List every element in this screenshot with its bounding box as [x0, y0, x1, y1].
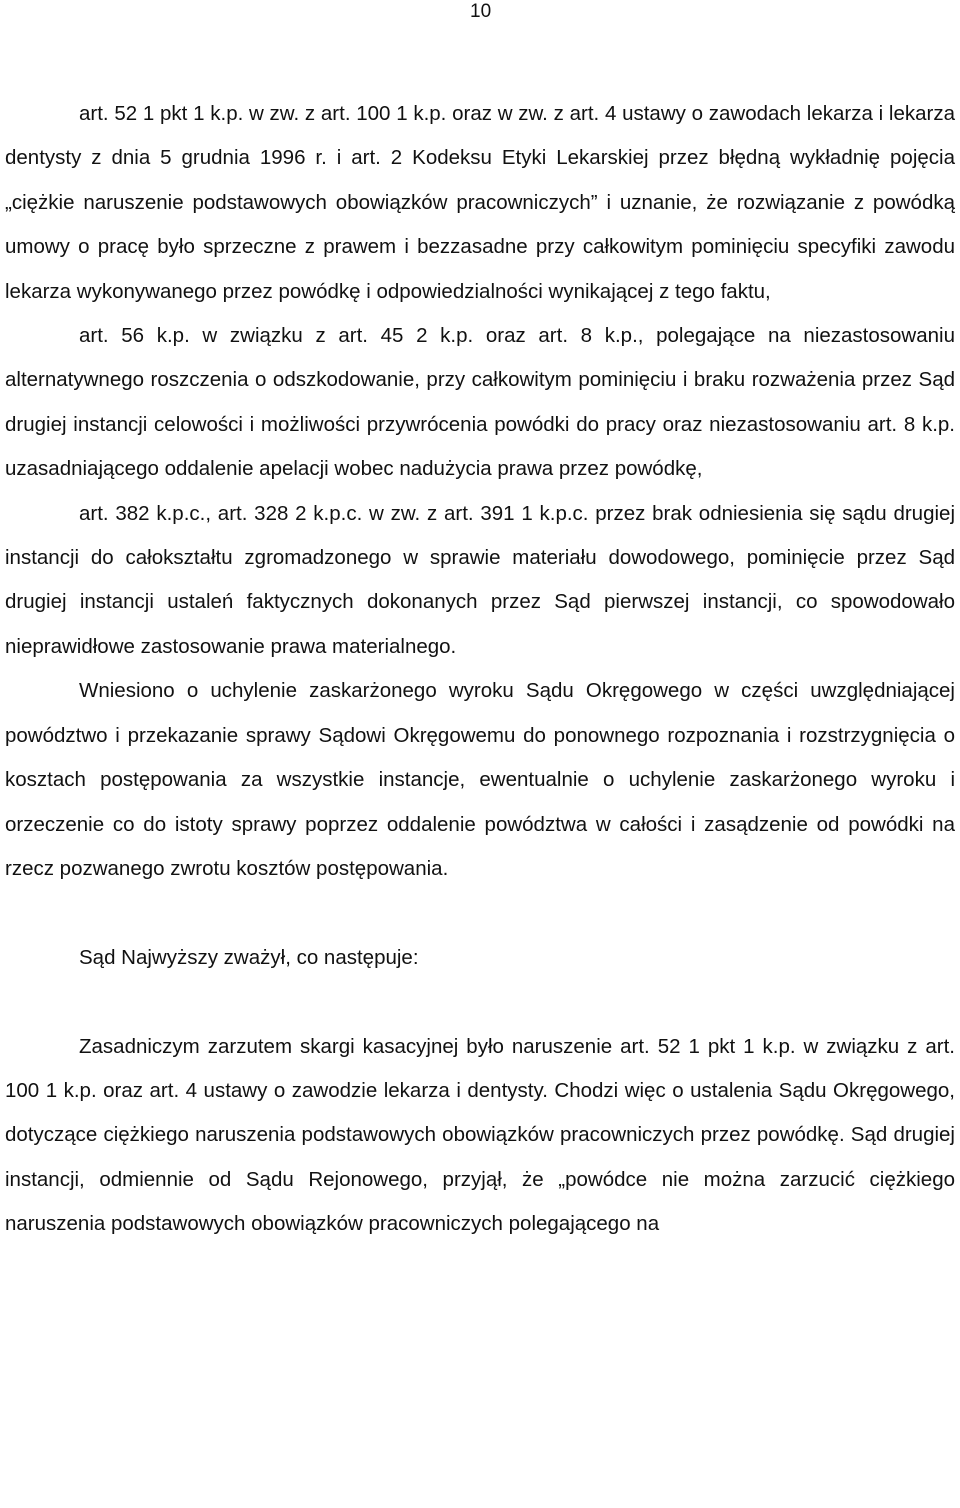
- section-heading: Sąd Najwyższy zważył, co następuje:: [79, 945, 419, 969]
- motion-paragraph: Wniesiono o uchylenie zaskarżonego wyroku Sądu Okręgowego w części uwzględniającej powództwo i przekazanie sprawy Sądowi Okręgowemu do ponownego rozpoznania i rozstrzygnięcia o kosztach postępowania za wszystkie instancje, ewentualnie o uchylenie zaskarżonego wyroku i orzeczenie co do istoty sprawy poprzez oddalenie powództwa w całości i zasądzenie od powódki na rzecz pozwanego zwrotu kosztów postępowania.: [5, 679, 955, 880]
- charge-item-3: art. 382 k.p.c., art. 328 2 k.p.c. w zw. z art. 391 1 k.p.c. przez brak odniesienia się sądu drugiej instancji do całokształtu zgromadzonego w sprawie materiału dowodowego, pominięcie przez Sąd drugiej instancji ustaleń faktycznych dokonanych przez Sąd pierwszej instancji, co spowodowało nieprawidłowe zastosowanie prawa materialnego.: [5, 501, 955, 658]
- page-number: 10: [470, 1, 492, 22]
- charge-item-1: art. 52 1 pkt 1 k.p. w zw. z art. 100 1 k.p. oraz w zw. z art. 4 ustawy o zawodach lekarza i lekarza dentysty z dnia 5 grudnia 1996 r. i art. 2 Kodeksu Etyki Lekarskiej przez błędną wykładnię pojęcia „ciężkie naruszenie podstawowych obowiązków pracowniczych” i uznanie, że rozwiązanie z powódką umowy o pracę było sprzeczne z prawem i bezzasadne przy całkowitym pominięciu specyfiki zawodu lekarza wykonywanego przez powódkę i odpowiedzialności wynikającej z tego faktu,: [5, 102, 955, 303]
- document-body: [5, 92, 955, 1247]
- reasoning-paragraph: Zasadniczym zarzutem skargi kasacyjnej było naruszenie art. 52 1 pkt 1 k.p. w związku z art. 100 1 k.p. oraz art. 4 ustawy o zawodzie lekarza i dentysty. Chodzi więc o ustalenia Sądu Okręgowego, dotyczące ciężkiego naruszenia podstawowych obowiązków pracowniczych przez powódkę. Sąd drugiej instancji, odmiennie od Sądu Rejonowego, przyjął, że „powódce nie można zarzucić ciężkiego naruszenia podstawowych obowiązków pracowniczych polegającego na: [5, 1034, 955, 1236]
- charge-item-2: art. 56 k.p. w związku z art. 45 2 k.p. oraz art. 8 k.p., polegające na niezastosowaniu alternatywnego roszczenia o odszkodowanie, przy całkowitym pominięciu i braku rozważenia przez Sąd drugiej instancji celowości i możliwości przywrócenia powódki do pracy oraz niezastosowaniu art. 8 k.p. uzasadniającego oddalenie apelacji wobec nadużycia prawa przez powódkę,: [5, 324, 955, 481]
